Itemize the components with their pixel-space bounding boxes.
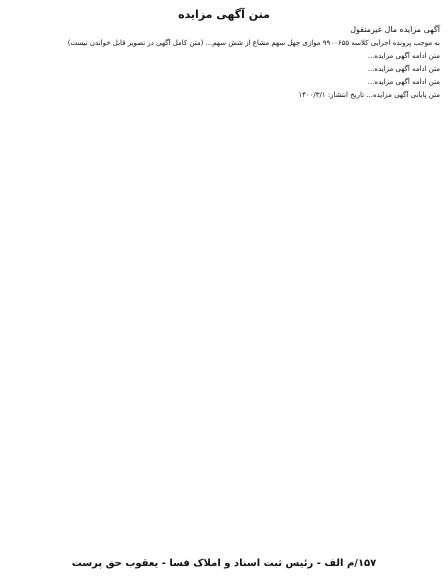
notice-signature: ۱۵۷/م الف - رئیس ثبت اسناد و املاک فسا - یعقوب حق پرست — [71, 558, 377, 569]
notice-lead: آگهی مزایده مال غیرمنقول — [350, 25, 440, 35]
notice-body — [8, 38, 440, 552]
notice-paragraph: متن ادامه آگهی مزایده... — [367, 52, 440, 61]
notice-paragraph: متن ادامه آگهی مزایده... — [367, 65, 440, 74]
notice-paragraph: متن پایانی آگهی مزایده... تاریخ انتشار: ۱۴۰۰/۳/۱ — [298, 90, 440, 99]
notice-paragraph: متن ادامه آگهی مزایده... — [367, 77, 440, 86]
notice-title: متن آگهی مزایده — [178, 8, 270, 21]
notice-paragraph: به موجب پرونده اجرایی کلاسه ۹۹۰۰۶۵۵ موازی چهل سهم مشاع از شش سهم... (متن کامل آگهی در تصویر قابل خواندن نیست) — [67, 39, 440, 48]
